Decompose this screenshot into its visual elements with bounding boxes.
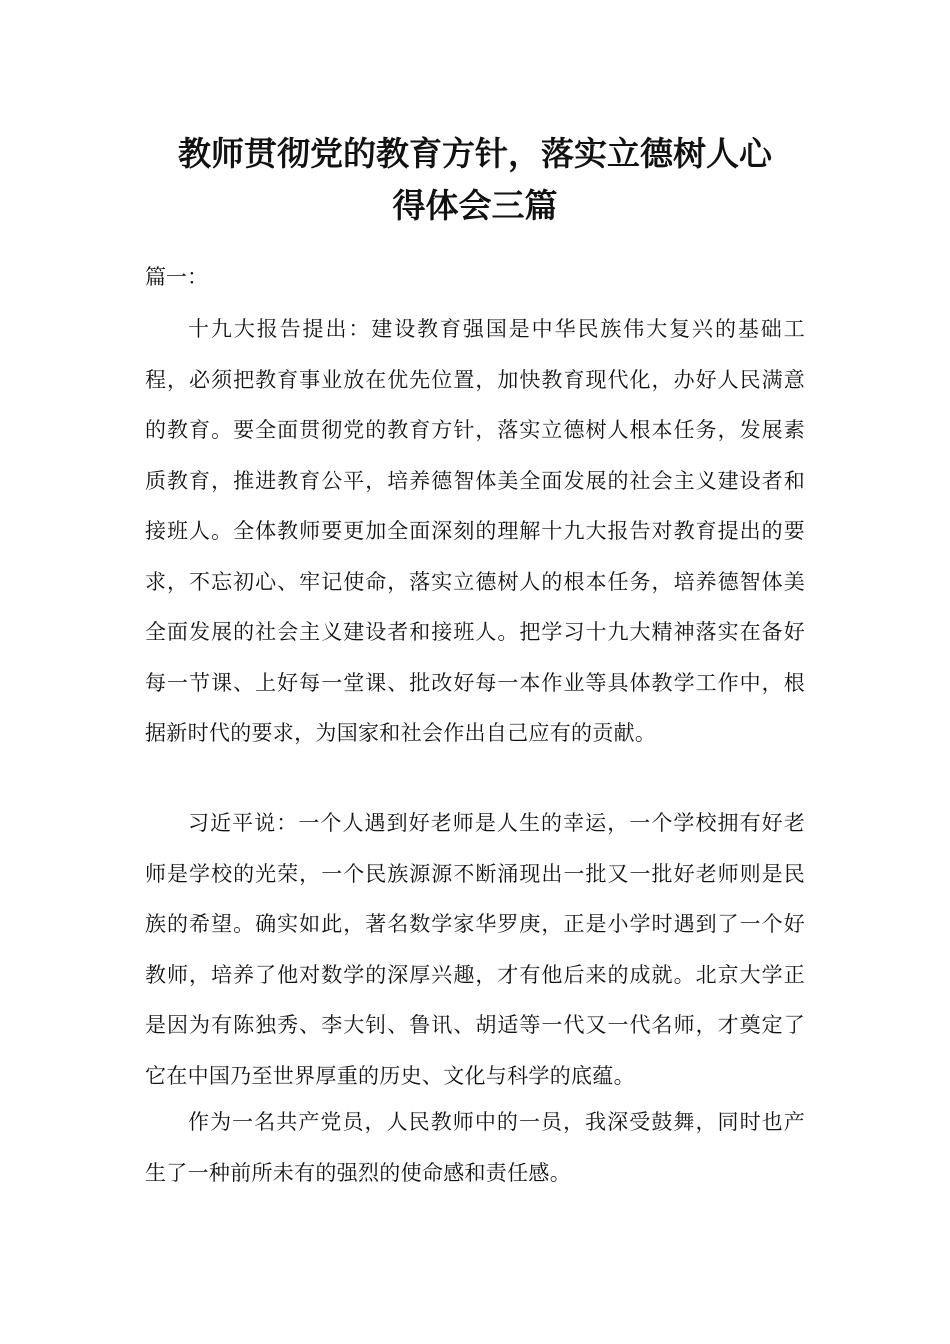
- section-label: 篇一：: [145, 265, 208, 289]
- document-title: [140, 128, 810, 232]
- title-line-1: 教师贯彻党的教育方针，落实立德树人心: [178, 134, 772, 173]
- body-paragraph-1: 十九大报告提出：建设教育强国是中华民族伟大复兴的基础工程，必须把教育事业放在优先位置，加快教育现代化，办好人民满意的教育。要全面贯彻党的教育方针，落实立德树人根本任务，发展素质教育，推进教育公平，培养德智体美全面发展的社会主义建设者和接班人。全体教师要更加全面深刻的理解十九大报告对教育提出的要求，不忘初心、牢记使命，落实立德树人的根本任务，培养德智体美全面发展的社会主义建设者和接班人。把学习十九大精神落实在备好每一节课、上好每一堂课、批改好每一本作业等具体教学工作中，根据新时代的要求，为国家和社会作出自己应有的贡献。: [145, 317, 805, 745]
- title-line-2: 得体会三篇: [392, 186, 558, 225]
- body-paragraph-2: 习近平说：一个人遇到好老师是人生的幸运，一个学校拥有好老师是学校的光荣，一个民族源源不断涌现出一批又一批好老师则是民族的希望。确实如此，著名数学家华罗庚，正是小学时遇到了一个好教师，培养了他对数学的深厚兴趣，才有他后来的成就。北京大学正是因为有陈独秀、李大钊、鲁讯、胡适等一代又一代名师，才奠定了它在中国乃至世界厚重的历史、文化与科学的底蕴。: [145, 811, 805, 1088]
- body-paragraph-3: 作为一名共产党员，人民教师中的一员，我深受鼓舞，同时也产生了一种前所未有的强烈的使命感和责任感。: [145, 1110, 805, 1185]
